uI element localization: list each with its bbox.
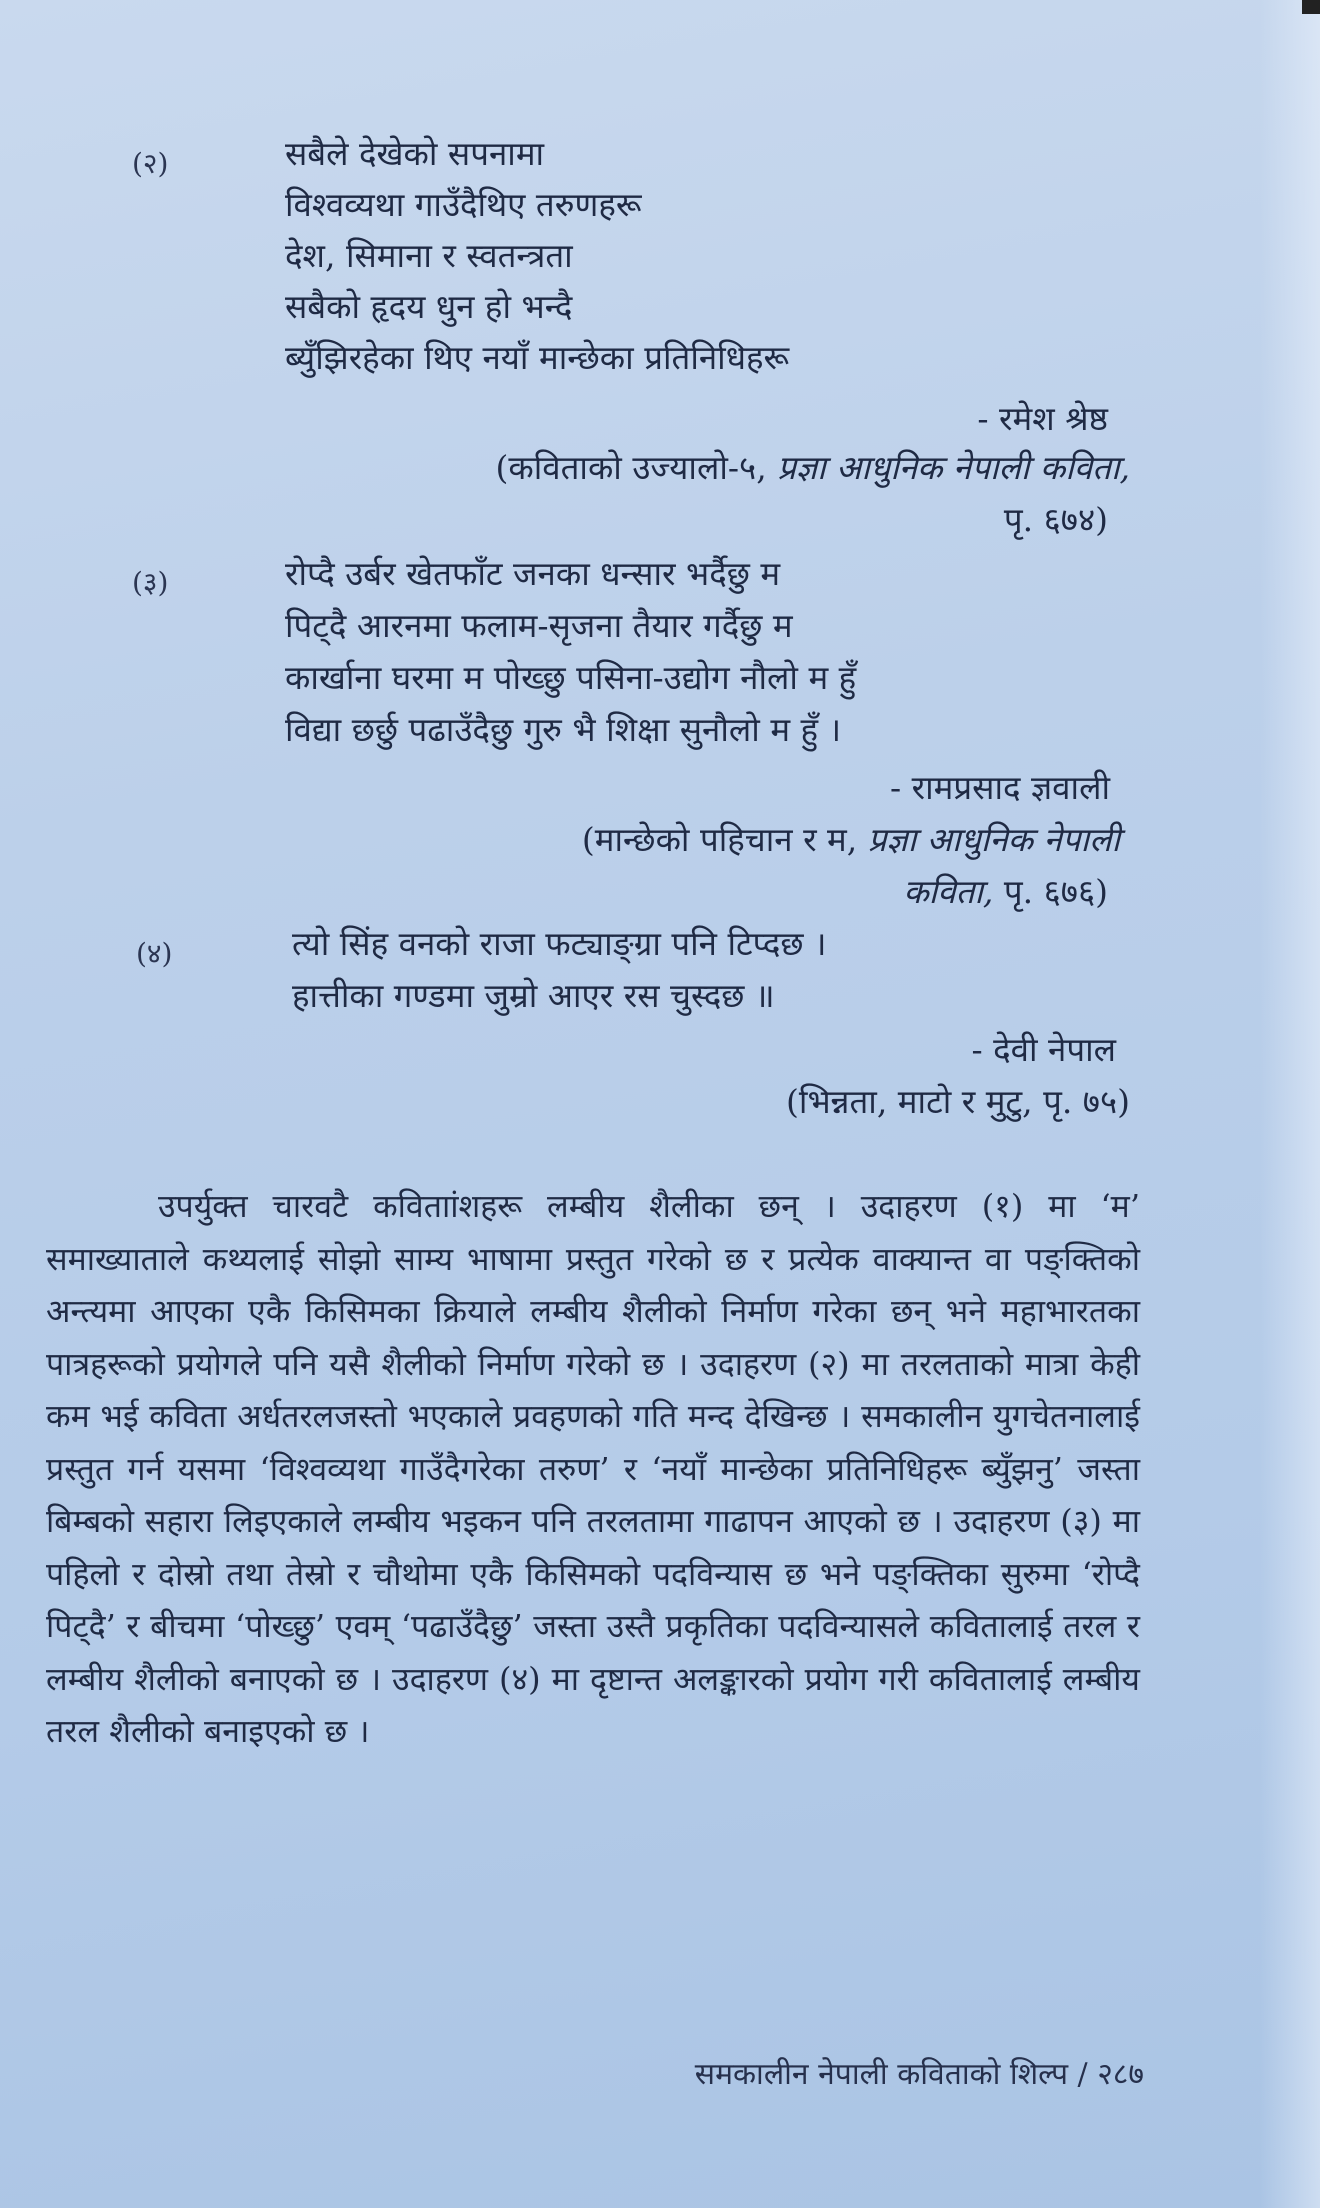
verse-line: हात्तीका गण्डमा जुम्रो आएर रस चुस्दछ ॥ [292, 976, 775, 1015]
verse-line: पिट्दै आरनमा फलाम-सृजना तैयार गर्दैछु म [285, 606, 793, 645]
verse-line: विश्वव्यथा गाउँदैथिए तरुणहरू [285, 185, 642, 224]
verse-line: सबैको हृदय धुन हो भन्दै [285, 287, 573, 326]
citation: (भिन्नता, माटो र मुटु, पृ. ७५) [786, 1082, 1130, 1121]
example-number: (३) [132, 566, 169, 599]
citation-title: प्रज्ञा आधुनिक नेपाली [867, 820, 1120, 859]
citation-page [903, 868, 1108, 913]
citation-text: (कविताको उज्यालो-५, [495, 448, 778, 487]
verse-line: ब्युँझिरहेका थिए नयाँ मान्छेका प्रतिनिधिहरू [285, 338, 790, 377]
verse-line: त्यो सिंह वनको राजा फट्याङ्ग्रा पनि टिप्दछ । [292, 924, 827, 963]
citation [495, 444, 1130, 489]
verse-line: सबैले देखेको सपनामा [285, 134, 545, 173]
body-paragraph [46, 1180, 1140, 1758]
paragraph-text: उपर्युक्त चारवटै कविताांशहरू लम्बीय शैलीका छन् । उदाहरण (१) मा ‘म’ समाख्याताले कथ्यलाई सोझो साम्य भाषामा प्रस्तुत गरेको छ र प्रत्येक वाक्यान्त वा पङ्क्तिको अन्त्यमा आएका एकै किसिमका क्रियाले लम्बीय शैलीको निर्माण गरेका छन् भने महाभारतका पात्रहरूको प्रयोगले पनि यसै शैलीको निर्माण गरेको छ । उदाहरण (२) मा तरलताको मात्रा केही कम भई कविता अर्धतरलजस्तो भएकाले प्रवहणको गति मन्द देखिन्छ । समकालीन युगचेतनालाई प्रस्तुत गर्न यसमा ‘विश्वव्यथा गाउँदैगरेका तरुण’ र ‘नयाँ मान्छेका प्रतिनिधिहरू ब्युँझनु’ जस्ता बिम्बको सहारा लिइएकाले लम्बीय भइकन पनि तरलतामा गाढापन आएको छ । उदाहरण (३) मा पहिलो र दोस्रो तथा तेस्रो र चौथोमा एकै किसिमको पदविन्यास छ भने पङ्क्तिका सुरुमा ‘रोप्दै पिट्दै’ र बीचमा ‘पोख्छु’ एवम् ‘पढाउँदैछु’ जस्ता उस्तै प्रकृतिका पदविन्यासले कवितालाई तरल र लम्बीय शैलीको बनाएको छ । उदाहरण (४) मा दृष्टान्त अलङ्कारको प्रयोग गरी कवितालाई लम्बीय तरल शैलीको बनाइएको छ । [46, 1187, 1140, 1750]
verse-line: देश, सिमाना र स्वतन्त्रता [285, 236, 573, 275]
author: - देवी नेपाल [971, 1030, 1116, 1069]
example-number: (४) [136, 937, 173, 970]
page-edge-shade [1260, 0, 1320, 2208]
corner-shadow [1302, 0, 1320, 14]
verse-line: विद्या छर्छु पढाउँदैछु गुरु भै शिक्षा सुनौलो म हुँ । [285, 710, 842, 749]
author: - रामप्रसाद ज्ञवाली [889, 768, 1110, 807]
citation-title: प्रज्ञा आधुनिक नेपाली कविता, [777, 448, 1130, 487]
citation-title: कविता, [903, 872, 994, 911]
citation-page: पृ. ६७४) [1003, 500, 1108, 539]
author: - रमेश श्रेष्ठ [977, 399, 1108, 438]
citation [582, 816, 1120, 861]
citation-text: पृ. ६७६) [993, 872, 1108, 911]
verse-line: रोप्दै उर्बर खेतफाँट जनका धन्सार भर्दैछु म [285, 554, 781, 593]
page-footer: समकालीन नेपाली कविताको शिल्प / २८७ [694, 2057, 1144, 2092]
citation-text: (मान्छेको पहिचान र म, [581, 820, 868, 859]
verse-line: कार्खाना घरमा म पोख्छु पसिना-उद्योग नौलो म हुँ [285, 658, 857, 697]
example-number: (२) [132, 147, 169, 180]
